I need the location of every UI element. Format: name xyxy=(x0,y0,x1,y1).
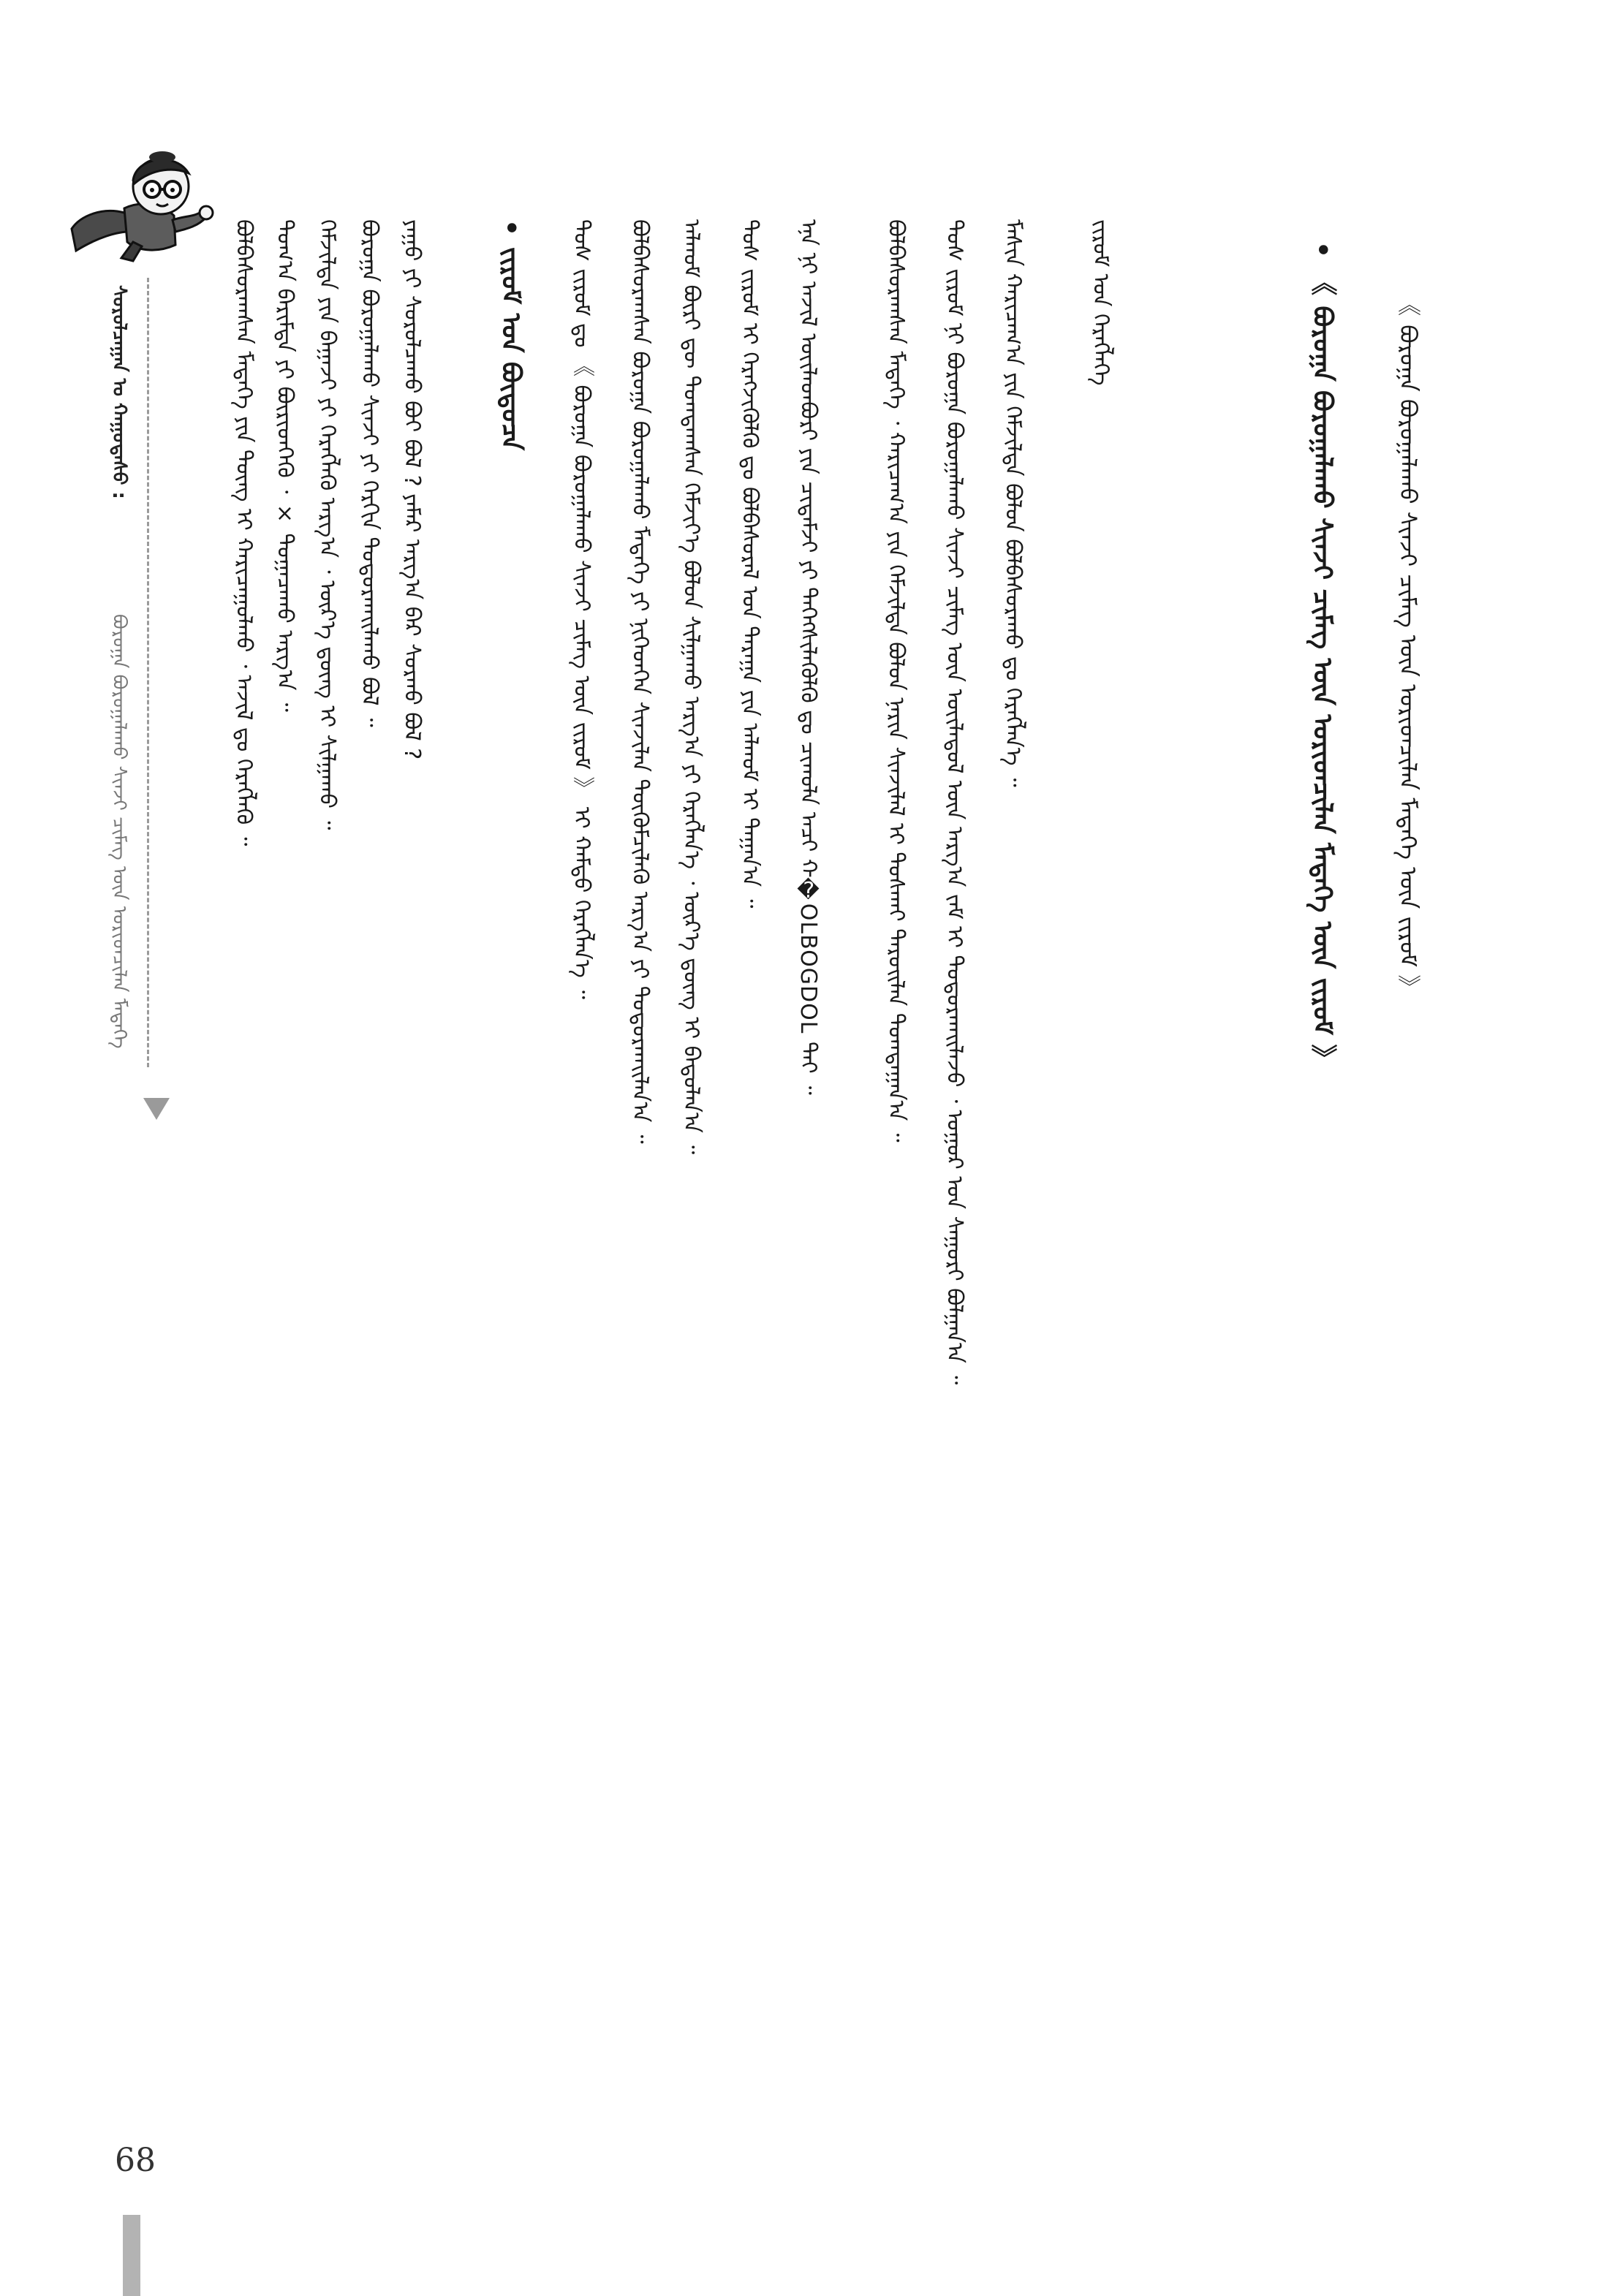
text-column: ᠲᠤᠰ ᠵᠢᠷᠤᠮ ᠳᠤ 《 ᠪᠣᠷᠣᠭᠠ ᠪᠣᠷᠣᠭᠠᠯᠠᠬᠤ ᠰᠢᠨᠵᠢ ᠴᠢᠮᠡᠭ ᠦᠨ ᠵᠢᠷᠤᠮ 》 ᠢ ᠬᠠᠮᠲᠤ ᠬᠡᠷᠡᠭᠯᠡᠨ᠎ᠡ ᠃ xyxy=(569,219,594,999)
running-header-series: ᠰᠤᠷᠤᠯᠴᠠᠭᠠᠨ ᠤ ᠬᠠᠭᠤᠳᠠᠰᠤ : xyxy=(108,285,130,499)
text-column: ᠪᠣᠯᠪᠠᠰᠤᠷᠠᠭᠰᠠᠨ ᠮᠡᠳᠡᠭᠡ ᠶᠢᠨ ᠳᠦᠩ ᠢ ᠬᠠᠷᠢᠴᠠᠭᠤᠯᠬᠤ ᠂ ᠠᠵᠢᠯ ᠳᠤ ᠬᠡᠷᠡᠭᠯᠡᠬᠦ ᠃ xyxy=(231,219,257,846)
text-column: ᠶᠠᠭᠤ ᠶᠢ ᠰᠤᠷᠤᠯᠴᠠᠬᠤ ᠪᠤᠢ ᠪᠣᠯ ? ᠶᠠᠮᠠᠷ ᠠᠷᠭ᠎ᠠ ᠪᠠᠷ ᠰᠤᠷᠬᠤ ᠪᠣᠯ ? xyxy=(399,219,425,760)
text-column: ᠪᠣᠷᠣᠭᠠ ᠪᠣᠷᠣᠭᠠᠯᠠᠬᠤ ᠰᠢᠨᠵᠢ ᠶᠢ ᠬᠡᠷᠬᠢᠨ ᠲᠣᠳᠤᠷᠬᠠᠢᠯᠠᠬᠤ ᠪᠣᠯ ᠃ xyxy=(357,219,382,727)
header-arrow-icon xyxy=(143,1098,170,1120)
section-heading: • ᠵᠢᠷᠤᠮ ᠤᠨ ᠪᠦᠲᠦᠴᠡ xyxy=(497,219,523,599)
text-column: ᠪᠣᠯᠪᠠᠰᠤᠷᠠᠭᠰᠠᠨ ᠮᠡᠳᠡᠭᠡ ᠂ ᠬᠠᠷᠢᠴᠠᠭ᠎ᠠ ᠶᠢᠨ ᠬᠡᠮᠵᠢᠯᠲᠡ ᠪᠣᠯᠤᠨ ᠨᠠᠷᠢᠨ ᠰᠢᠨᠵᠢᠯᠡᠯ ᠢ ᠲᠤᠰᠬᠠᠢ ᠳᠠᠷᠤᠢᠯᠠᠨ ᠲᠣᠭᠲᠠᠭᠠᠨ᠎ᠠ ᠃ xyxy=(883,219,909,1143)
text-column: ᠮᠠᠰᠢᠨ ᠬᠠᠷᠢᠴᠠᠭ᠎ᠠ ᠶᠢᠨ ᠬᠡᠮᠵᠢᠯᠲᠡ ᠪᠣᠯᠤᠨ ᠪᠣᠯᠪᠠᠰᠤᠷᠠᠬᠤ ᠳᠤ ᠬᠡᠷᠡᠭᠯᠡᠨ᠎ᠡ ᠃ xyxy=(1000,219,1026,787)
text-column: ᠲᠤᠰ ᠵᠢᠷᠤᠮ ᠨᠢ ᠪᠣᠷᠣᠭᠠ ᠪᠣᠷᠣᠭᠠᠯᠠᠬᠤ ᠰᠢᠨᠵᠢ ᠴᠢᠮᠡᠭ ᠦᠨ ᠦᠢᠯᠡᠳᠦᠯ ᠦᠨ ᠠᠷᠭ᠎ᠠ ᠵᠠᠮ ᠢ ᠲᠣᠳᠤᠷᠬᠠᠢᠯᠠᠵᠤ ᠂ ᠤᠭᠤᠷ ᠤᠨ ᠰᠠᠭᠤᠷᠢ ᠪᠣᠯᠭᠠᠨ᠎ᠠ ᠃ xyxy=(942,219,967,1385)
text-column: ᠪᠣᠯᠪᠠᠰᠤᠷᠠᠭᠰᠠᠨ ᠪᠣᠷᠣᠭᠠ ᠪᠣᠷᠣᠭᠠᠯᠠᠬᠤ ᠮᠡᠳᠡᠭᠡ ᠶᠢ ᠨᠢᠭᠡᠳᠭᠡᠨ ᠰᠢᠨᠵᠢᠯᠡᠨ ᠳᠦᠭᠦᠮᠴᠢᠯᠡᠬᠦ ᠠᠷᠭ᠎ᠠ ᠶᠢ ᠲᠣᠳᠤᠷᠬᠠᠢᠯᠠᠨ᠎ᠠ ᠃ xyxy=(627,219,653,1144)
section-heading: • 《 ᠪᠣᠷᠣᠭᠠ ᠪᠣᠷᠣᠭᠠᠯᠠᠬᠤ ᠰᠢᠨᠵᠢ ᠴᠢᠮᠡᠭ ᠦᠨ ᠤᠷᠢᠳᠴᠢᠯᠠᠨ ᠮᠡᠳᠡᠭᠡ ᠦᠨ ᠵᠢᠷᠤᠮ 》 xyxy=(1309,241,1335,534)
text-column: ᠬᠡᠮᠵᠢᠯᠲᠡ ᠶᠢᠨ ᠪᠠᠭᠠᠵᠢ ᠶᠢ ᠬᠡᠷᠡᠭᠯᠡᠬᠦ ᠠᠷᠭ᠎ᠠ ᠂ ᠦᠷ᠎ᠡ ᠳ᠋ᠦᠩ ᠢ ᠰᠢᠯᠭᠠᠬᠤ ᠃ xyxy=(314,219,340,830)
document-title: 《 ᠪᠣᠷᠣᠭᠠ ᠪᠣᠷᠣᠭᠠᠯᠠᠬᠤ ᠰᠢᠨᠵᠢ ᠴᠢᠮᠡᠭ ᠦᠨ ᠤᠷᠢᠳᠴᠢᠯᠠᠨ ᠮᠡᠳᠡᠭᠡ ᠦᠨ ᠵᠢᠷᠤᠮ 》 xyxy=(1394,292,1422,999)
page-edge-bar xyxy=(123,2215,140,2296)
text-column: ᠠᠯᠬᠤᠮ ᠪᠦᠷᠢ ᠳᠦ ᠲᠣᠭᠲᠠᠭᠰᠠᠨ ᠬᠡᠮᠵᠢᠶ᠎ᠡ ᠪᠣᠯᠤᠨ ᠰᠢᠯᠭᠠᠬᠤ ᠠᠷᠭ᠎ᠠ ᠶᠢ ᠬᠡᠷᠡᠭᠯᠡᠨ᠎ᠡ ᠂ ᠦᠷ᠎ᠡ ᠳ᠋ᠦᠩ ᠢ ᠪᠠᠲᠤᠯᠠᠨ᠎ᠠ ᠃ xyxy=(678,219,704,1155)
text-column: ᠵᠢᠷᠤᠮ ᠤᠨ ᠬᠡᠷᠡᠭᠯᠡᠭᠡ xyxy=(1088,219,1113,386)
header-divider xyxy=(147,278,149,1067)
text-column: ᠲᠤᠰ ᠵᠢᠷᠤᠮ ᠢ ᠬᠡᠷᠡᠭᠵᠢᠭᠦᠯᠬᠦ ᠳᠤ ᠪᠣᠯᠪᠠᠰᠤᠷᠠᠯ ᠤᠨ ᠳᠠᠷᠠᠭᠠ ᠶᠢᠨ ᠠᠯᠬᠤᠮ ᠢ ᠳᠠᠭᠠᠨ᠎ᠠ ᠃ xyxy=(737,219,763,909)
mascot-illustration xyxy=(66,135,219,267)
text-column: ᠡᠨᠡ ᠨᠢ ᠠᠵᠢᠯ ᠦᠢᠯᠡᠳᠪᠦᠷᠢ ᠶᠢᠨ ᠴᠢᠳᠠᠮᠵᠢ ᠶᠢ ᠳᠡᠭᠡᠭᠰᠢᠯᠡᠭᠦᠯᠬᠦ ᠳᠤ ᠴᠢᠬᠤᠯᠠ ᠠᠴᠢ ᠬ�OLBOGDOL ᠲᠠᠢ ᠃ xyxy=(795,219,821,1095)
page-number: 68 xyxy=(115,2142,156,2179)
text-column: ᠲᠣᠭ᠎ᠠ ᠪᠠᠷᠢᠮᠲᠠ ᠶᠢ ᠪᠦᠷᠢᠳᠬᠡᠬᠦ ᠂ × ᠲᠣᠭᠠᠴᠠᠬᠤ ᠠᠷᠭ᠎ᠠ ᠃ xyxy=(272,219,298,712)
running-header-subtitle: ᠪᠣᠷᠣᠭᠠ ᠪᠣᠷᠣᠭᠠᠯᠠᠬᠤ ᠰᠢᠨᠵᠢ ᠴᠢᠮᠡᠭ ᠦᠨ ᠤᠷᠢᠳᠴᠢᠯᠠᠨ ᠮᠡᠳᠡᠭᠡ xyxy=(108,614,130,1049)
